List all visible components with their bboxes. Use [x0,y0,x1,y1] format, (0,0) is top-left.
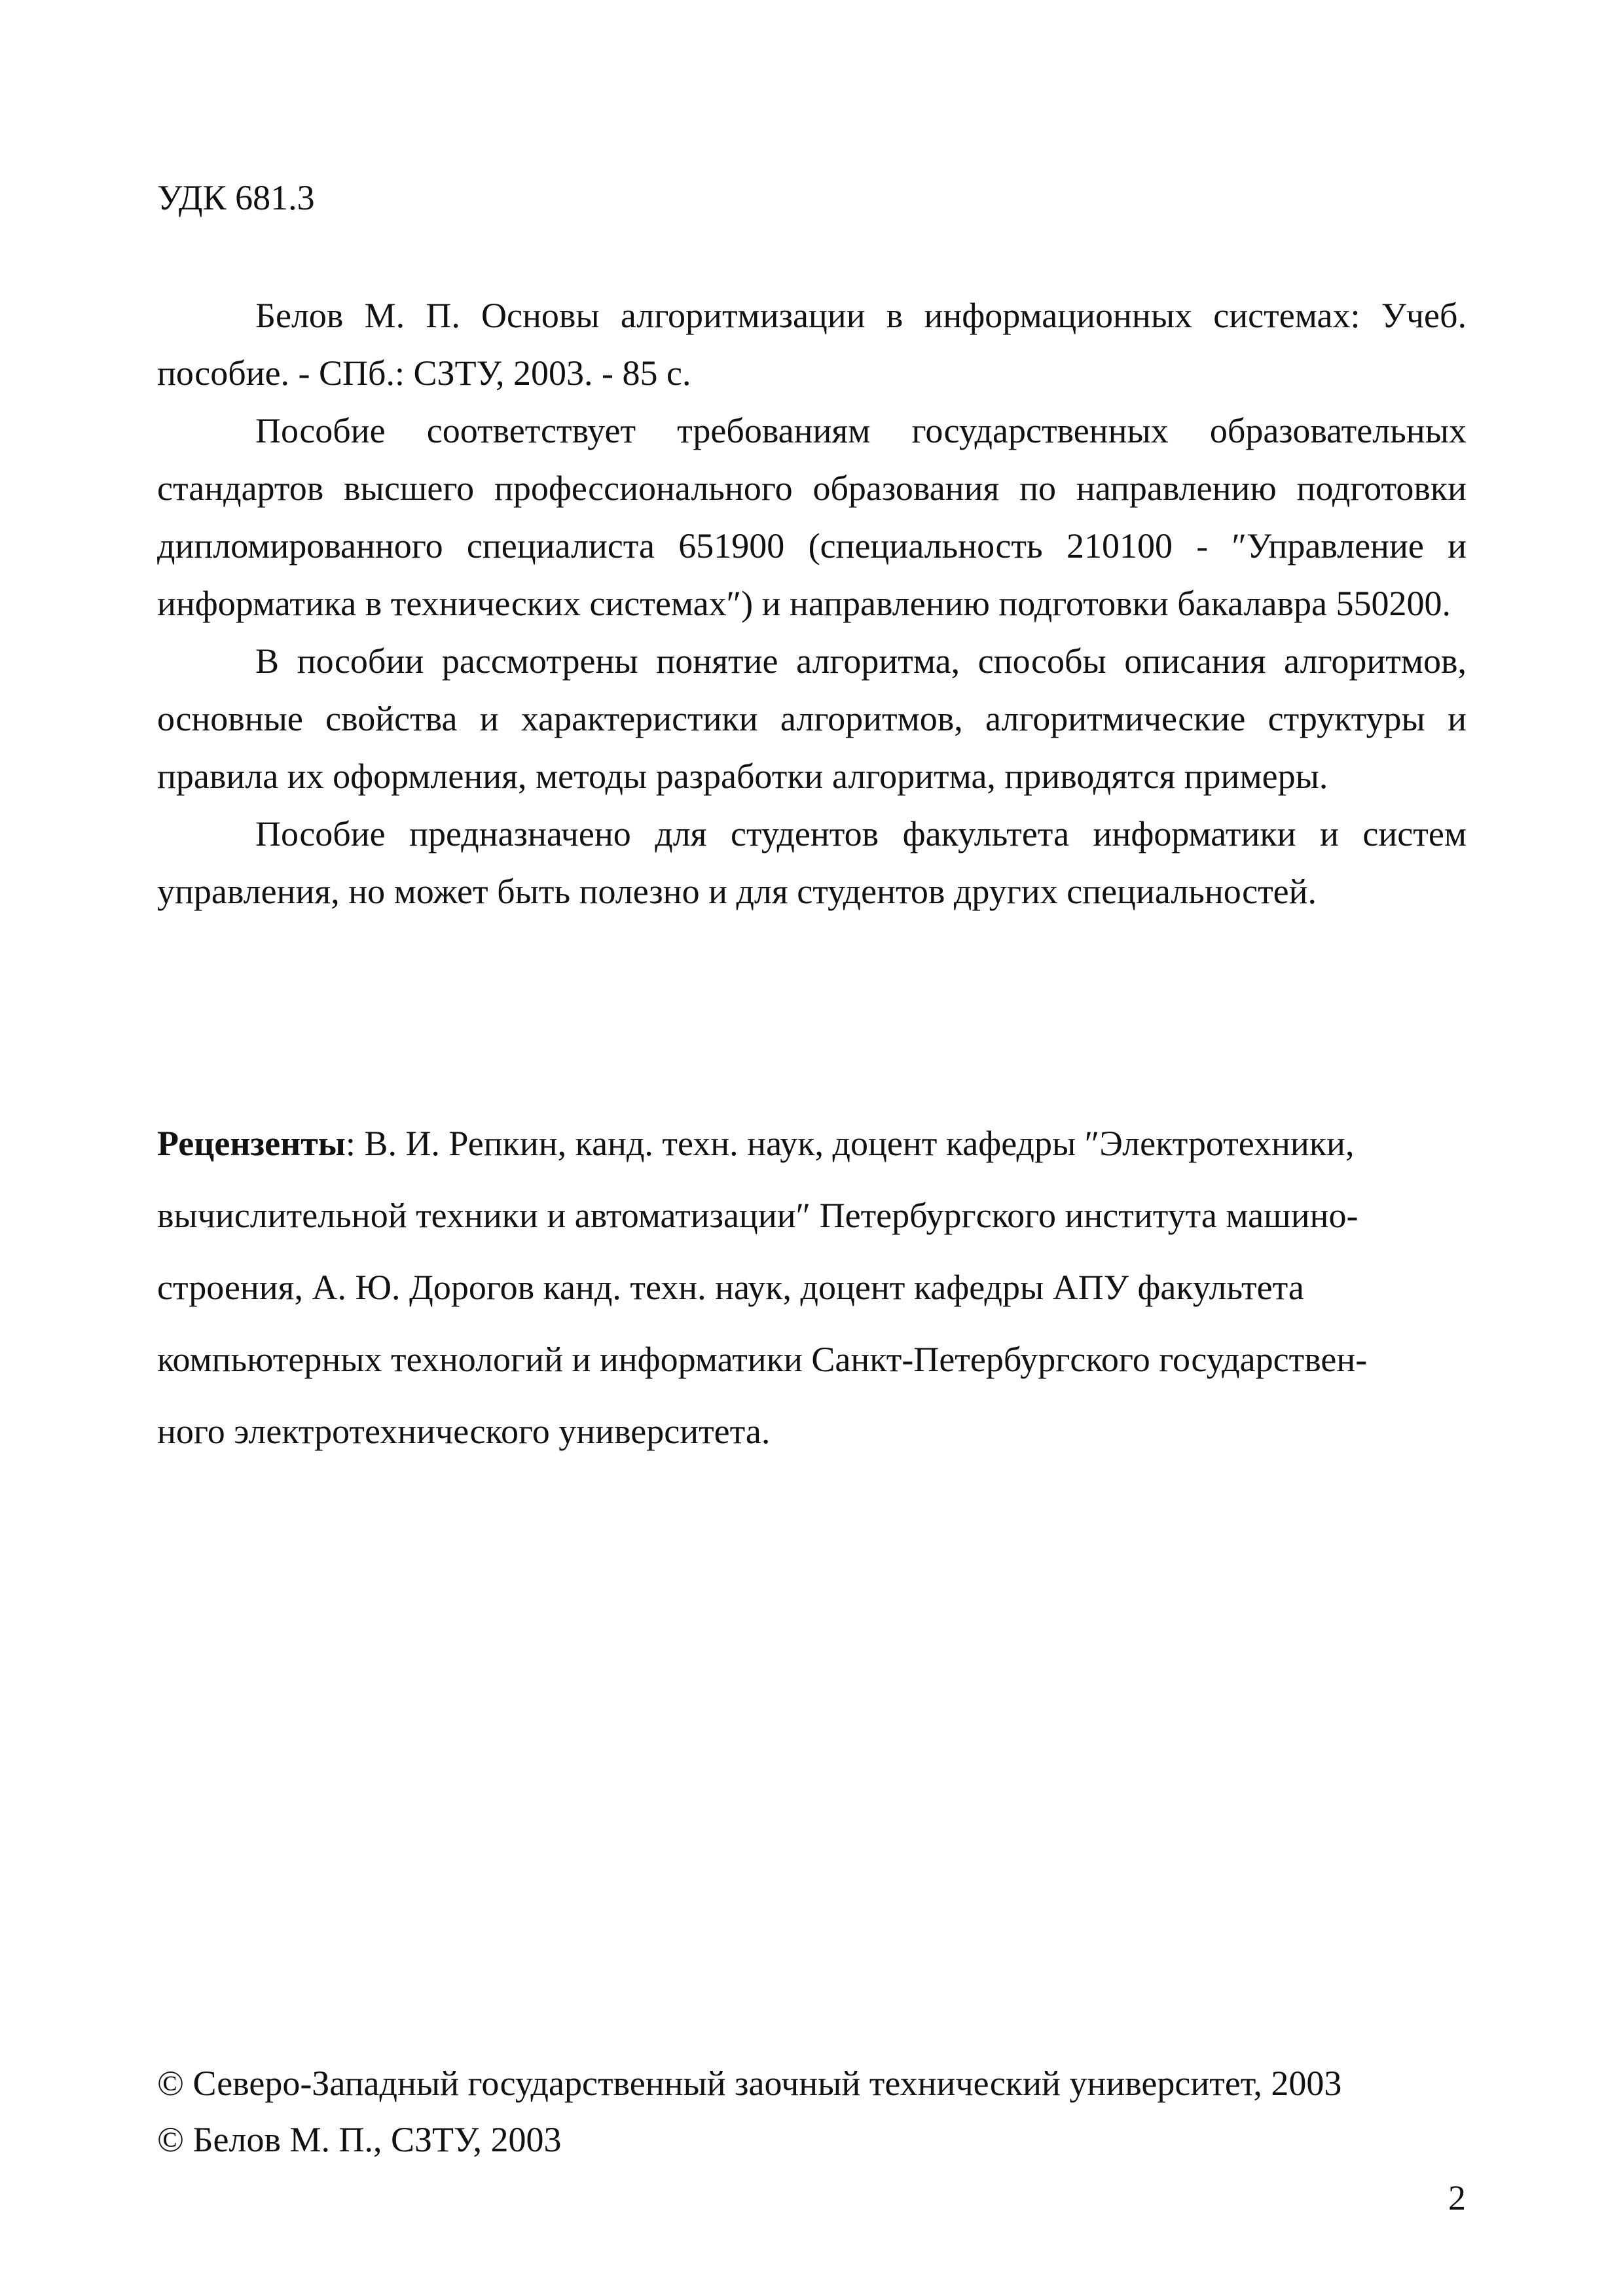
contents-paragraph: В пособии рассмотрены понятие алгоритма, способы описания алгоритмов, основные свойства и характеристики алгоритмов, алгоритмические структуры и правила их оформления, методы разработки алгоритма, приводятся примеры. [157,641,1467,796]
udk-code: УДК 681.3 [157,178,315,217]
abstract-section [157,287,1467,920]
copyright-section [157,2055,1467,2168]
reviewers-label: Рецензенты [157,1124,346,1163]
reviewers-line: ного электротехнического университета. [157,1412,771,1451]
copyright-author: © Белов М. П., СЗТУ, 2003 [157,2120,562,2159]
reviewers-line: строения, А. Ю. Дорогов канд. техн. наук, доцент кафедры АПУ факультета [157,1268,1304,1307]
reviewers-section [157,1107,1467,1467]
reviewers-line: компьютерных технологий и информатики Санкт-Петербургского государствен- [157,1340,1368,1379]
reviewers-line: вычислительной техники и автоматизации″ Петербургского института машино- [157,1196,1359,1235]
audience-paragraph: Пособие предназначено для студентов факультета информатики и систем управления, но может быть полезно и для студентов других специальностей. [157,814,1467,911]
bibliographic-citation: Белов М. П. Основы алгоритмизации в информационных системах: Учеб. пособие. - СПб.: СЗТУ, 2003. - 85 с. [157,296,1467,393]
reviewers-text: В. И. Репкин, канд. техн. наук, доцент кафедры ″Электротехники, [355,1124,1355,1163]
reviewers-separator: : [345,1124,356,1163]
standards-paragraph: Пособие соответствует требованиям государственных образовательных стандартов высшего профессионального образования по направлению подготовки дипломированного специалиста 651900 (специальность 210100 - ″Управление и информатика в технических системах″) и направлению подготовки бакалавра 550200. [157,411,1467,623]
copyright-university: © Северо-Западный государственный заочный технический университет, 2003 [157,2064,1342,2103]
page-number: 2 [1448,2178,1466,2217]
